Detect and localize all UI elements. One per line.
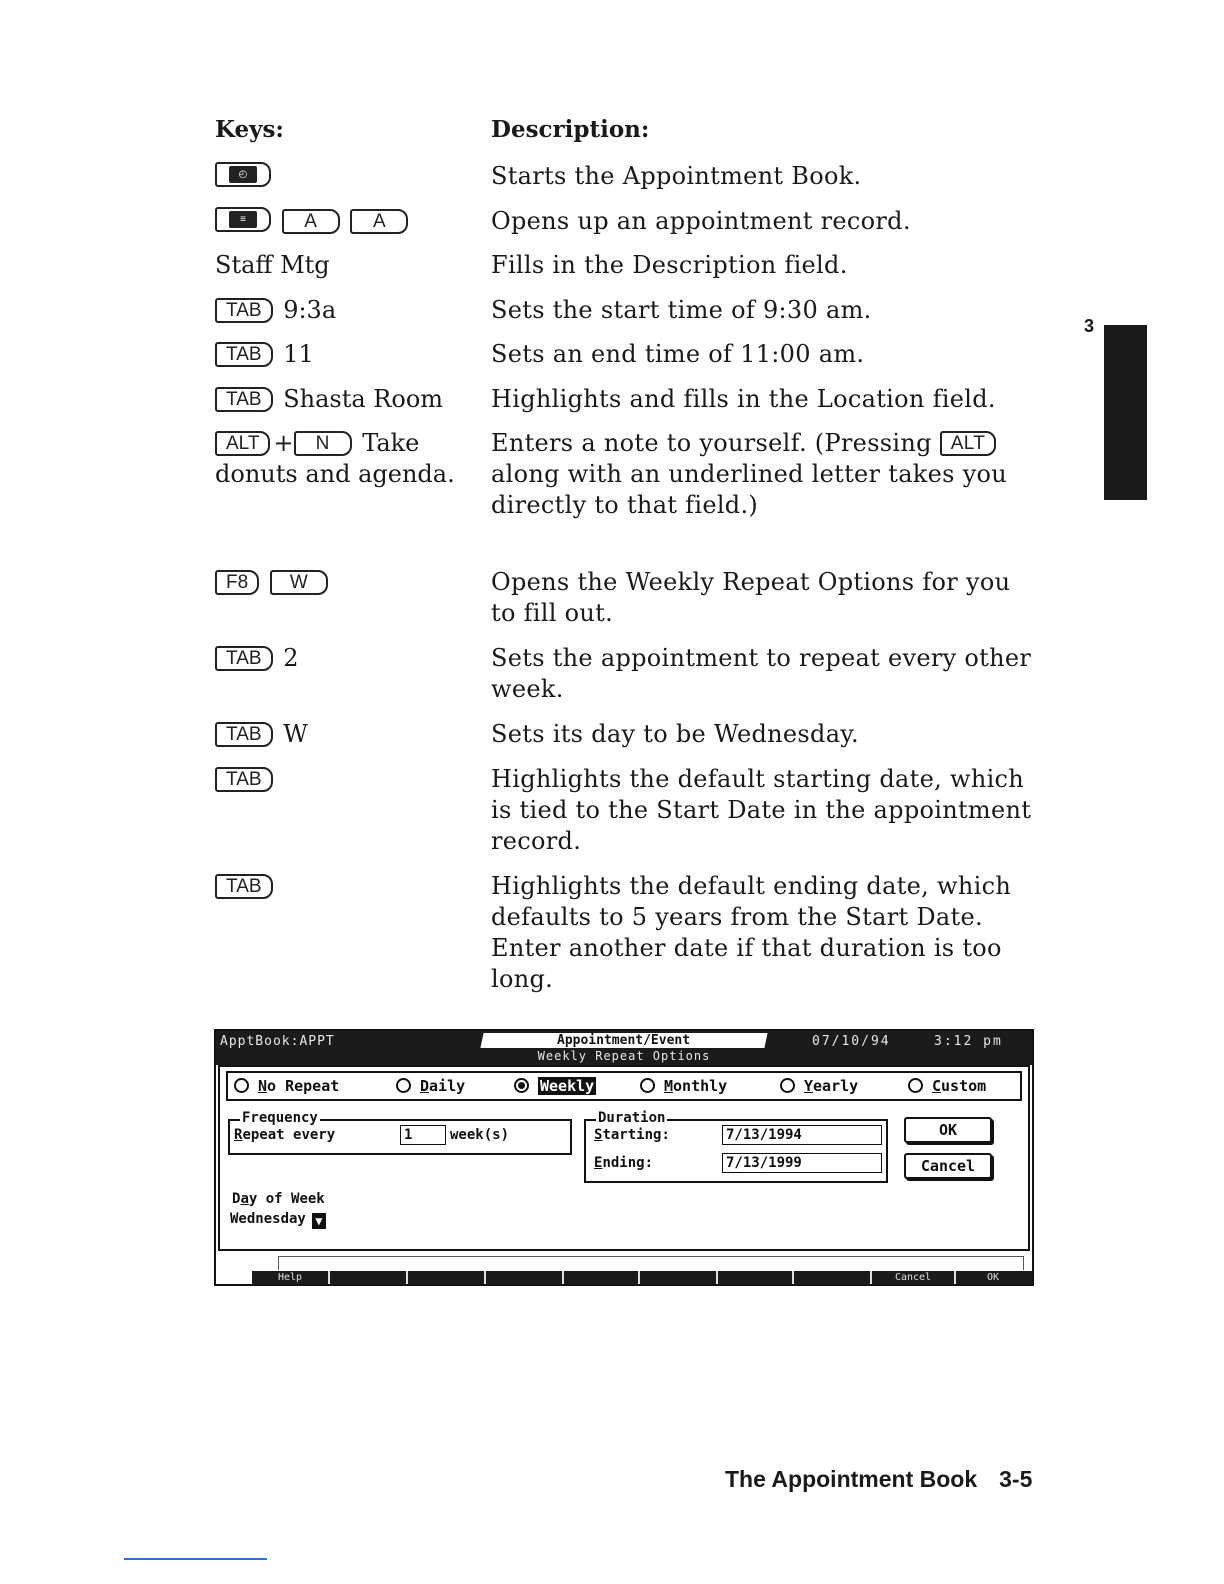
- row-description: Opens up an appointment record.: [491, 207, 911, 235]
- appointment-book-key: [215, 162, 271, 187]
- fkey-ok[interactable]: OK: [986, 1272, 1000, 1283]
- title-bar: [216, 1031, 1032, 1065]
- repeat-type-group: [226, 1071, 1022, 1101]
- dropdown-arrow-icon[interactable]: ▼: [312, 1213, 326, 1229]
- repeat-every-input[interactable]: 1: [400, 1125, 446, 1145]
- row-description: Sets an end time of 11:00 am.: [491, 340, 865, 368]
- window-tab[interactable]: [480, 1033, 767, 1048]
- keys-header: Keys:: [215, 116, 284, 143]
- repeat-options-dialog: [218, 1065, 1030, 1251]
- clock-date: 07/10/94: [812, 1034, 891, 1049]
- key-text: 9:3a: [283, 296, 337, 324]
- frequency-legend: Frequency: [242, 1110, 318, 1126]
- keycap: ALT: [940, 431, 996, 456]
- row-description: Highlights the default starting date, which is tied to the Start Date in the appointment record.: [491, 765, 1032, 855]
- radio-selected-icon: [514, 1078, 529, 1093]
- clock-icon: ◴: [229, 166, 257, 183]
- radio-daily[interactable]: Daily: [396, 1077, 465, 1095]
- duration-group: [584, 1110, 888, 1183]
- radio-circle-icon: [396, 1078, 411, 1093]
- fkey-blank[interactable]: [486, 1271, 564, 1284]
- footer-title: The Appointment Book: [725, 1466, 978, 1492]
- fkey-blank[interactable]: [794, 1271, 872, 1284]
- clock-time: 3:12 pm: [934, 1034, 1003, 1049]
- row-description: Sets the appointment to repeat every other week.: [491, 644, 1032, 703]
- key-text: Staff Mtg: [215, 251, 330, 279]
- repeat-every-label: Repeat every: [234, 1127, 336, 1143]
- ending-label: Ending:: [594, 1155, 654, 1171]
- keycap: N: [294, 431, 352, 456]
- radio-yearly[interactable]: Yearly: [780, 1077, 858, 1095]
- row-description: Starts the Appointment Book.: [491, 162, 862, 190]
- radio-no-repeat[interactable]: No Repeat: [234, 1077, 339, 1095]
- keycap: F8: [215, 570, 259, 595]
- row-description: [491, 428, 1036, 521]
- key-text: W: [283, 720, 308, 748]
- row-description: Highlights the default ending date, which defaults to 5 years from the Start Date. Enter another date if that duration is too long.: [491, 872, 1012, 993]
- radio-circle-icon: [780, 1078, 795, 1093]
- row-description: Sets its day to be Wednesday.: [491, 720, 859, 748]
- row-description: Opens the Weekly Repeat Options for you to fill out.: [491, 568, 1011, 627]
- fkey-cancel[interactable]: Cancel: [872, 1271, 956, 1284]
- status-line: [278, 1256, 1024, 1270]
- fkey-blank[interactable]: [564, 1271, 640, 1284]
- radio-weekly[interactable]: Weekly: [514, 1077, 596, 1095]
- row-description: Sets the start time of 9:30 am.: [491, 296, 872, 324]
- plus-sign: +: [273, 429, 294, 457]
- radio-circle-icon: [640, 1078, 655, 1093]
- radio-monthly[interactable]: Monthly: [640, 1077, 727, 1095]
- function-key-bar: [216, 1253, 1032, 1284]
- keycap: TAB: [215, 722, 273, 747]
- frequency-group: [228, 1110, 572, 1155]
- fkey-blank[interactable]: [640, 1271, 718, 1284]
- row-description: Fills in the Description field.: [491, 251, 848, 279]
- week-unit-label: week(s): [450, 1127, 510, 1143]
- fkey-blank[interactable]: [408, 1271, 486, 1284]
- keycap: TAB: [215, 767, 273, 792]
- page-number: 3-5: [999, 1466, 1033, 1492]
- window-subtitle: Weekly Repeat Options: [537, 1049, 711, 1063]
- app-title: ApptBook:APPT: [220, 1034, 335, 1049]
- cancel-button[interactable]: Cancel: [904, 1153, 992, 1179]
- chapter-tab-marker: [1104, 325, 1147, 500]
- keycap: W: [270, 570, 328, 595]
- ending-date-input[interactable]: 7/13/1999: [722, 1153, 882, 1173]
- keycap: TAB: [215, 646, 273, 671]
- day-of-week-value: Wednesday: [230, 1211, 306, 1227]
- key-text: donuts and agenda.: [215, 460, 455, 488]
- keycap: ALT: [215, 431, 270, 456]
- key-text: 2: [283, 644, 299, 672]
- radio-circle-icon: [908, 1078, 923, 1093]
- fkey-blank[interactable]: [330, 1271, 408, 1284]
- keycap: A: [282, 209, 340, 234]
- row-description: Highlights and fills in the Location field.: [491, 385, 996, 413]
- footer-rule: [124, 1558, 267, 1560]
- key-text: 11: [283, 340, 314, 368]
- keycap: TAB: [215, 298, 273, 323]
- page-footer: [725, 1466, 1032, 1493]
- menu-key: [215, 207, 271, 232]
- key-text: Shasta Room: [283, 385, 444, 413]
- ok-button[interactable]: OK: [904, 1117, 992, 1143]
- chapter-number: 3: [1084, 316, 1095, 336]
- column-headers: [0, 116, 1224, 150]
- duration-legend: Duration: [598, 1110, 666, 1126]
- desc-text: Enters a note to yourself. (Pressing: [491, 429, 932, 457]
- desc-text: along with an underlined letter takes you directly to that field.): [491, 460, 1008, 519]
- day-of-week-label: Day of Week: [232, 1191, 325, 1207]
- starting-date-input[interactable]: 7/13/1994: [722, 1125, 882, 1145]
- fkey-help[interactable]: Help: [252, 1271, 330, 1284]
- starting-label: Starting:: [594, 1127, 670, 1143]
- appointment-screenshot: [214, 1029, 1034, 1286]
- radio-circle-icon: [234, 1078, 249, 1093]
- menu-icon: ≡: [229, 211, 257, 228]
- fkey-blank[interactable]: [718, 1271, 794, 1284]
- day-of-week-dropdown[interactable]: [230, 1211, 326, 1229]
- window-tab-label: Appointment/Event: [557, 1033, 691, 1048]
- key-text: Take: [362, 429, 420, 457]
- keycap: TAB: [215, 342, 273, 367]
- keycap: TAB: [215, 874, 273, 899]
- keycap: A: [350, 209, 408, 234]
- radio-custom[interactable]: Custom: [908, 1077, 986, 1095]
- keycap: TAB: [215, 387, 273, 412]
- description-header: Description:: [491, 116, 650, 143]
